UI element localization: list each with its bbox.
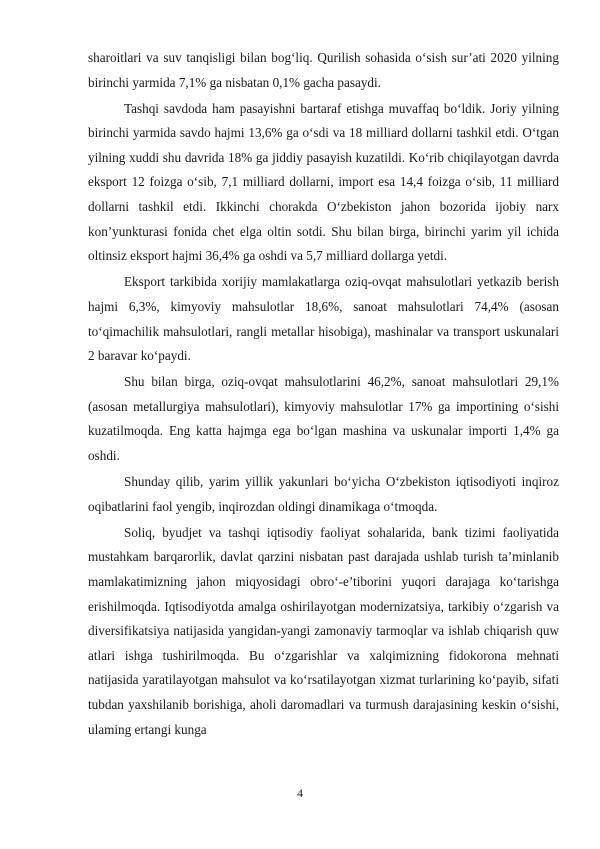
paragraph-stability: Soliq, byudjet va tashqi iqtisodiy faoliyat sohalarida, bank tizimi faoliyatida mustahkam barqarorlik, davlat qarzini nisbatan past darajada ushlab turish ta’minlanib mamlakatimizning jahon miqyosidagi obro‘-e’tiborini yuqori darajaga ko‘tarishga erishilmoqda. Iqtisodiyotda amalga oshirilayotgan modernizatsiya, tarkibiy o‘zgarish va diversifikatsiya natijasida yangidan-yangi zamonaviy tarmoqlar va ishlab chiqarish quw atlari ishga tushirilmoqda. Bu o‘zgarishlar va xalqimizning fidokorona mehnati natijasida yaratilayotgan mahsulot va ko‘rsatilayotgan xizmat turlarining ko‘payib, sifati tubdan yaxshilanib borishiga, aholi daromadlari va turmush darajasining keskin o‘sishi, ulaming ertangi kunga [88, 524, 559, 737]
paragraph-export-structure: Eksport tarkibida xorijiy mamlakatlarga oziq-ovqat mahsulotlari yetkazib berish hajmi 6,3%, kimyoviy mahsulotlar 18,6%, sanoat mahsulotlari 74,4% (asosan to‘qimachilik mahsulotlari, rangli metallar hisobiga), mashinalar va transport uskunalari 2 baravar ko‘paydi. [88, 274, 559, 364]
paragraph-import-growth: Shu bilan birga, oziq-ovqat mahsulotlarini 46,2%, sanoat mahsulotlari 29,1% (asosan metallurgiya mahsulotlari), kimyoviy mahsulotlar 17% ga importining o‘sishi kuzatilmoqda. Eng katta hajmga ega bo‘lgan mashina va uskunalar importi 1,4% ga oshdi. [88, 374, 559, 463]
page-number: 4 [297, 786, 303, 800]
body-text [88, 46, 559, 744]
paragraph-foreign-trade: Tashqi savdoda ham pasayishni bartaraf etishga muvaffaq bo‘ldik. Joriy yilning birinchi yarmida savdo hajmi 13,6% ga o‘sdi va 18 milliard dollarni tashkil etdi. O‘tgan yilning xuddi shu davrida 18% ga jiddiy pasayish kuzatildi. Ko‘rib chiqilayotgan davrda eksport 12 foizga o‘sib, 7,1 milliard dollarni, import esa 14,4 foizga o‘sib, 11 milliard dollarni tashkil etdi. Ikkinchi chorakda O‘zbekiston jahon bozorida ijobiy narx kon’yunkturasi fonida chet elga oltin sotdi. Shu bilan birga, birinchi yarim yil ichida oltinsiz eksport hajmi 36,4% ga oshdi va 5,7 milliard dollarga yetdi. [88, 100, 559, 264]
paragraph-conclusion: Shunday qilib, yarim yillik yakunlari bo‘yicha O‘zbekiston iqtisodiyoti inqiroz oqibatlarini faol yengib, inqirozdan oldingi dinamikaga o‘tmoqda. [88, 474, 559, 514]
paragraph-continuation: sharoitlari va suv tanqisligi bilan bog‘liq. Qurilish sohasida o‘sish sur’ati 2020 yilning birinchi yarmida 7,1% ga nisbatan 0,1% gacha pasaydi. [88, 50, 559, 90]
